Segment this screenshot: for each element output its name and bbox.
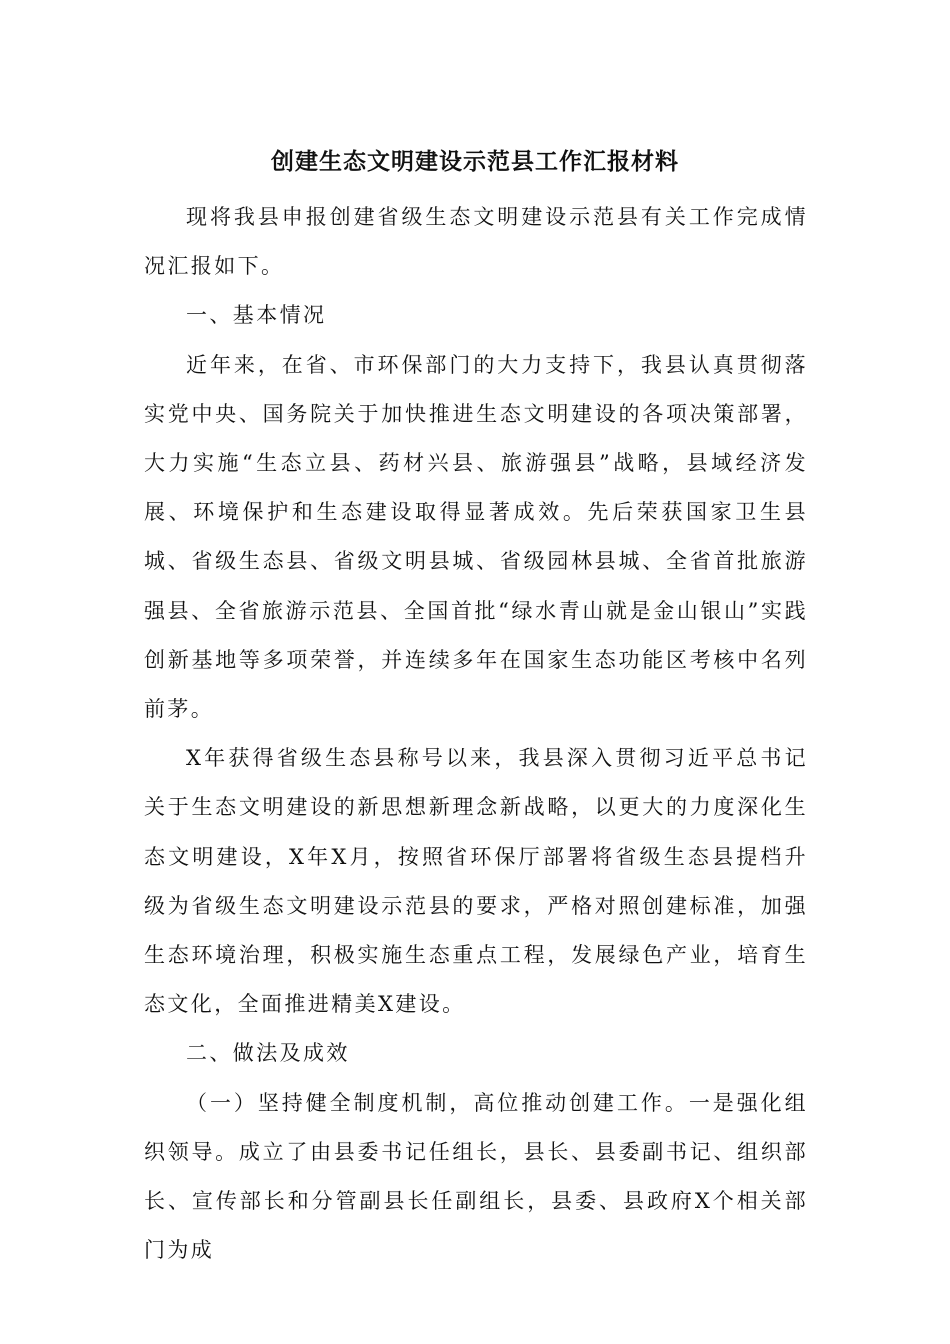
section-heading-measures-results: 二、做法及成效 <box>186 1041 350 1066</box>
paragraph-since-award: X年获得省级生态县称号以来，我县深入贯彻习近平总书记关于生态文明建设的新思想新理念新战略，以更大的力度深化生态文明建设，X年X月，按照省环保厅部署将省级生态县提档升级为省级生态文明建设示范县的要求，严格对照创建标准，加强生态环境治理，积极实施生态重点工程，发展绿色产业，培育生态文化，全面推进精美X建设。 <box>144 746 808 1017</box>
paragraph-institutional-mechanism: （一）坚持健全制度机制，高位推动创建工作。一是强化组织领导。成立了由县委书记任组长，县长、县委副书记、组织部长、宣传部长和分管副县长任副组长，县委、县政府X个相关部门为成 <box>144 1090 808 1263</box>
section-heading-basic-situation: 一、基本情况 <box>186 303 327 328</box>
paragraph-intro: 现将我县申报创建省级生态文明建设示范县有关工作完成情况汇报如下。 <box>144 205 808 279</box>
document-body <box>144 193 808 1275</box>
paragraph-recent-years: 近年来，在省、市环保部门的大力支持下，我县认真贯彻落实党中央、国务院关于加快推进生态文明建设的各项决策部署，大力实施“生态立县、药材兴县、旅游强县”战略，县域经济发展、环境保护和生态建设取得显著成效。先后荣获国家卫生县城、省级生态县、省级文明县城、省级园林县城、全省首批旅游强县、全省旅游示范县、全国首批“绿水青山就是金山银山”实践创新基地等多项荣誉，并连续多年在国家生态功能区考核中名列前茅。 <box>144 352 808 722</box>
document-title: 创建生态文明建设示范县工作汇报材料 <box>271 148 679 175</box>
